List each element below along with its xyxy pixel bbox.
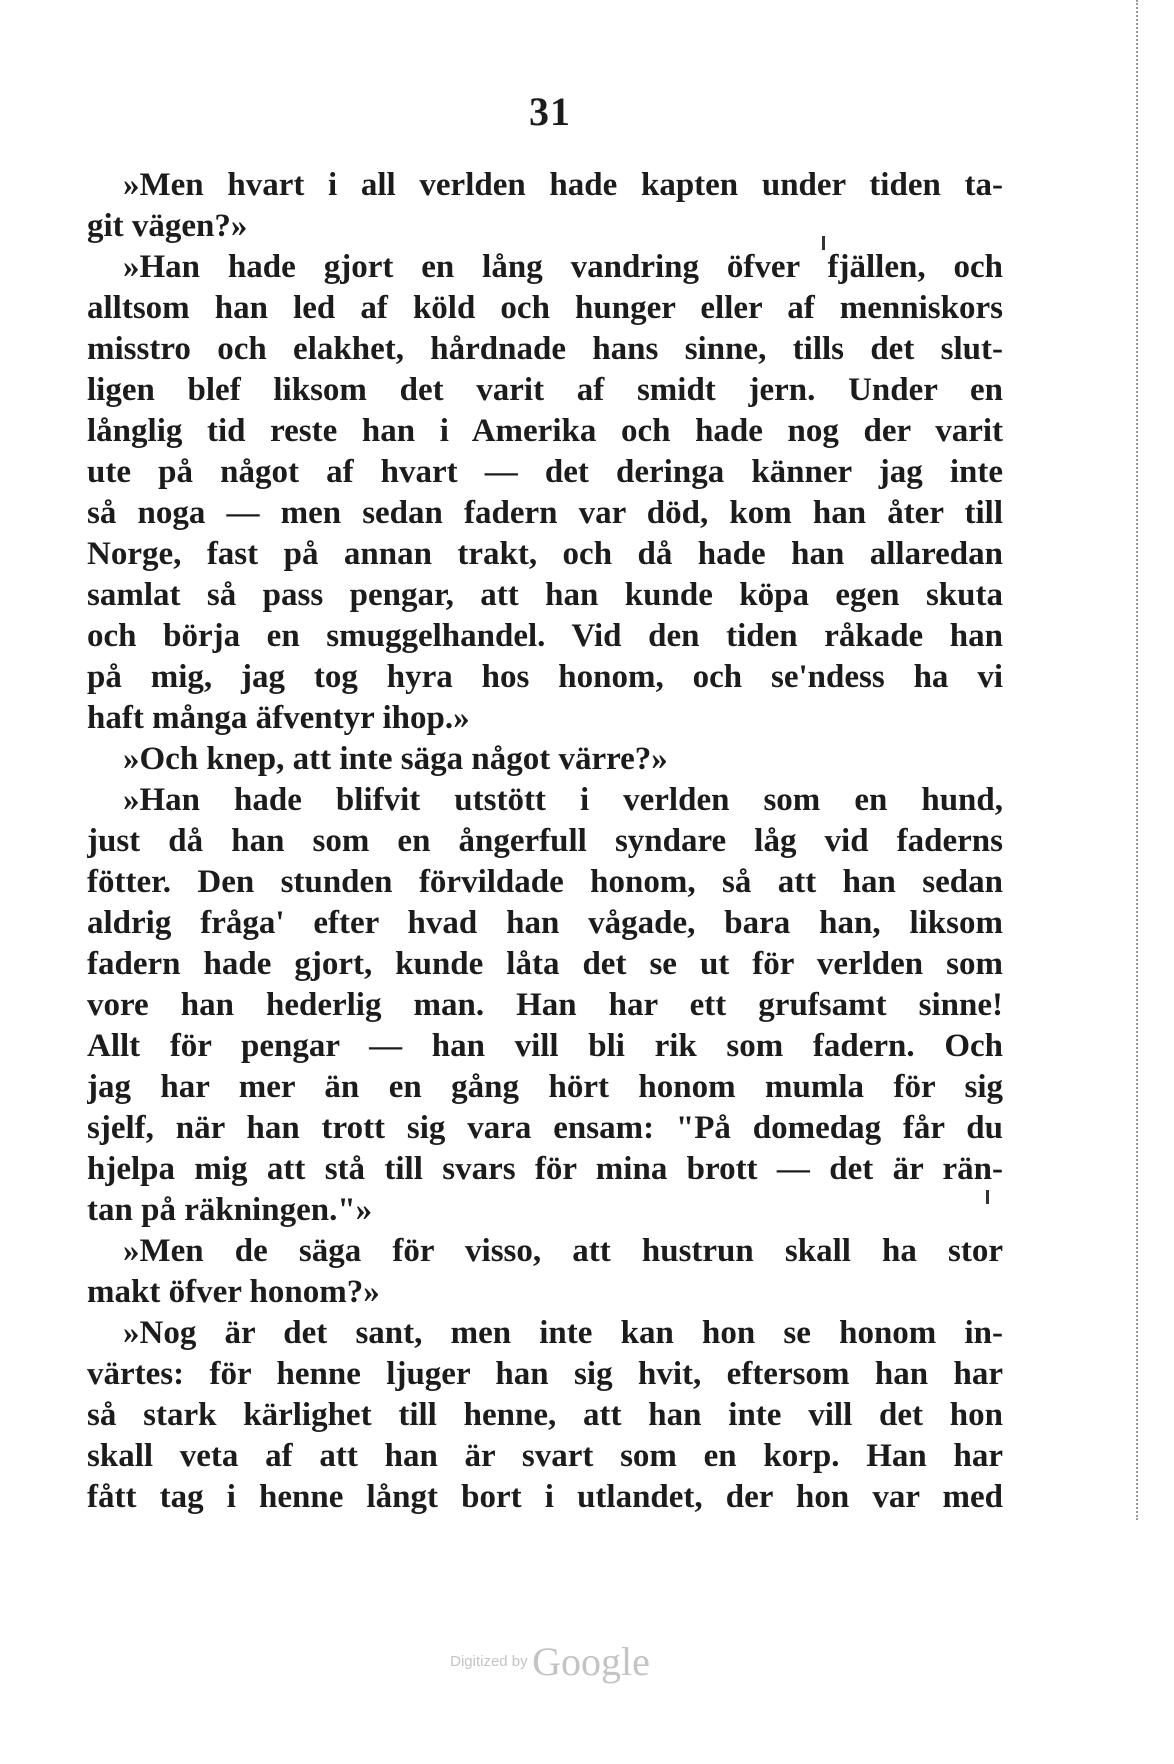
- text-line: »Men hvart i all verlden hade kapten under tiden ta-: [123, 167, 1003, 203]
- scan-edge-line: [1136, 0, 1138, 1520]
- text-line: jag har mer än en gång hört honom mumla för sig: [87, 1069, 1003, 1105]
- text-line: makt öfver honom?»: [87, 1274, 380, 1310]
- text-line: vore han hederlig man. Han har ett grufsamt sinne!: [87, 987, 1003, 1023]
- text-line: och börja en smuggelhandel. Vid den tiden råkade han: [87, 618, 1003, 654]
- text-line: misstro och elakhet, hårdnade hans sinne, tills det slut-: [87, 331, 1003, 367]
- watermark-prefix: Digitized by: [450, 1653, 528, 1670]
- text-line: ute på något af hvart — det deringa känner jag inte: [87, 454, 1003, 490]
- text-line: »Nog är det sant, men inte kan hon se honom in-: [123, 1315, 1003, 1351]
- text-line: Norge, fast på annan trakt, och då hade han allaredan: [87, 536, 1003, 572]
- page-number: 31: [529, 89, 571, 134]
- text-line: så stark kärlighet till henne, att han inte vill det hon: [87, 1397, 1003, 1433]
- text-line: tan på räkningen."»: [87, 1192, 373, 1228]
- text-line: skall veta af att han är svart som en korp. Han har: [87, 1438, 1003, 1474]
- text-line: ligen blef liksom det varit af smidt jern. Under en: [87, 372, 1003, 408]
- text-line: aldrig fråga' efter hvad han vågade, bara han, liksom: [87, 905, 1003, 941]
- text-line: fadern hade gjort, kunde låta det se ut för verlden som: [87, 946, 1003, 982]
- watermark-logo: Google: [532, 1639, 650, 1684]
- text-line: just då han som en ångerfull syndare låg vid faderns: [87, 823, 1003, 859]
- text-line: »Och knep, att inte säga något värre?»: [123, 741, 668, 777]
- text-line: git vägen?»: [87, 208, 248, 244]
- text-line: samlat så pass pengar, att han kunde köpa egen skuta: [87, 577, 1003, 613]
- text-line: haft många äfventyr ihop.»: [87, 700, 470, 736]
- text-line: hjelpa mig att stå till svars för mina brott — det är rän-: [87, 1151, 1003, 1187]
- text-line: fått tag i henne långt bort i utlandet, der hon var med: [87, 1479, 1003, 1515]
- text-line: fötter. Den stunden förvildade honom, så att han sedan: [87, 864, 1003, 900]
- text-line: »Han hade gjort en lång vandring öfver fjällen, och: [123, 249, 1003, 285]
- text-line: »Men de säga för visso, att hustrun skall ha stor: [123, 1233, 1003, 1269]
- body-text: [87, 165, 1003, 1518]
- text-line: alltsom han led af köld och hunger eller af menniskors: [87, 290, 1003, 326]
- text-line: långlig tid reste han i Amerika och hade nog der varit: [87, 413, 1003, 449]
- digitized-watermark: [0, 1638, 1100, 1685]
- text-line: värtes: för henne ljuger han sig hvit, eftersom han har: [87, 1356, 1003, 1392]
- text-line: på mig, jag tog hyra hos honom, och se'ndess ha vi: [87, 659, 1003, 695]
- text-line: Allt för pengar — han vill bli rik som fadern. Och: [87, 1028, 1003, 1064]
- text-line: så noga — men sedan fadern var död, kom han åter till: [87, 495, 1003, 531]
- text-line: sjelf, när han trott sig vara ensam: "På domedag får du: [87, 1110, 1003, 1146]
- text-line: »Han hade blifvit utstött i verlden som en hund,: [123, 782, 1003, 818]
